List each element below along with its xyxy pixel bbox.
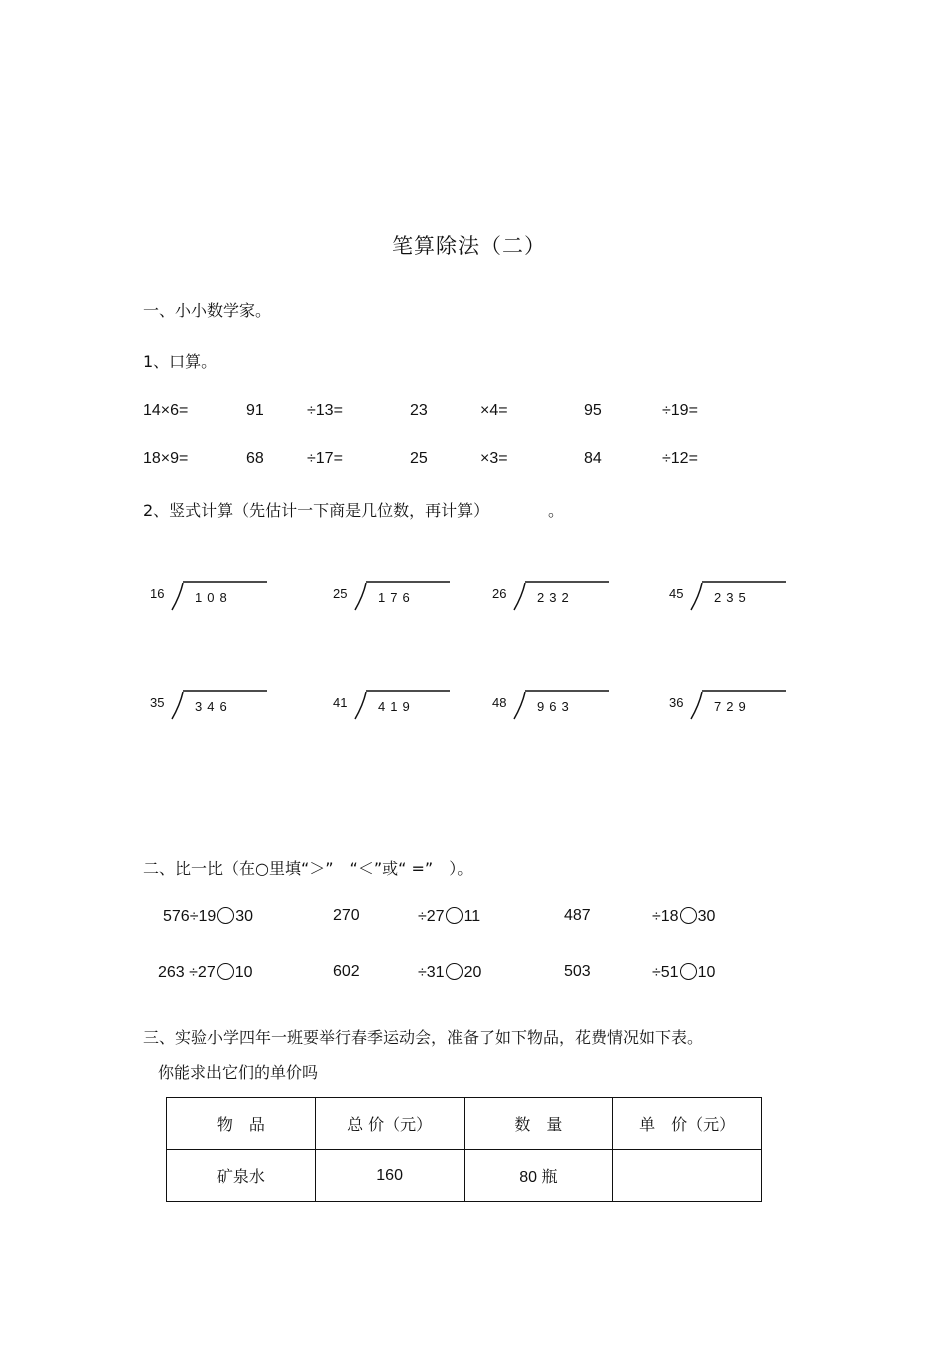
dividend: 729	[714, 699, 751, 714]
long-division-1	[150, 580, 270, 614]
answer-circle-icon[interactable]	[217, 907, 234, 924]
compare-item-3	[652, 907, 715, 926]
oral-r1c6: 95	[584, 402, 602, 419]
compare-left: ÷51	[652, 964, 679, 981]
compare-item-6-a: 503	[564, 963, 591, 980]
oral-r2c1: 18×9=	[143, 450, 189, 467]
oral-r1c7: ÷19=	[662, 402, 698, 419]
oral-r2c4: 25	[410, 450, 428, 467]
long-division-8	[669, 689, 789, 723]
oral-r2c2: 68	[246, 450, 264, 467]
part2-heading-end: 。	[548, 501, 565, 520]
answer-circle-icon[interactable]	[680, 907, 697, 924]
compare-right: 10	[697, 964, 716, 981]
long-division-7	[492, 689, 612, 723]
dividend: 346	[195, 699, 232, 714]
long-division-4	[669, 580, 789, 614]
table-row	[167, 1150, 762, 1202]
oral-r1c2: 91	[246, 402, 264, 419]
compare-item-2	[418, 907, 480, 926]
section1-heading: 一、小小数学家。	[143, 301, 272, 320]
divisor: 41	[333, 695, 348, 710]
cell-quantity: 80 瓶	[464, 1150, 613, 1202]
dividend: 108	[195, 590, 232, 605]
divisor: 45	[669, 586, 684, 601]
cell-item: 矿泉水	[167, 1150, 316, 1202]
divisor: 48	[492, 695, 507, 710]
dividend: 419	[378, 699, 415, 714]
part2-heading: 2、竖式计算（先估计一下商是几位数，再计算）	[143, 501, 490, 520]
compare-left: ÷31	[418, 964, 445, 981]
section3-heading: 三、实验小学四年一班要举行春季运动会，准备了如下物品，花费情况如下表。	[143, 1028, 704, 1047]
header-unit-price: 单 价（元）	[613, 1098, 762, 1150]
compare-right: 20	[463, 964, 482, 981]
long-division-5	[150, 689, 270, 723]
compare-item-5-a: 602	[333, 963, 360, 980]
compare-left: ÷27	[418, 908, 445, 925]
table-header-row	[167, 1098, 762, 1150]
header-quantity: 数 量	[464, 1098, 613, 1150]
oral-r2c5: ×3=	[480, 450, 508, 467]
dividend: 232	[537, 590, 574, 605]
oral-r1c5: ×4=	[480, 402, 508, 419]
divisor: 25	[333, 586, 348, 601]
answer-circle-icon[interactable]	[680, 963, 697, 980]
dividend: 176	[378, 590, 415, 605]
divisor: 26	[492, 586, 507, 601]
oral-r1c1: 14×6=	[143, 402, 189, 419]
oral-r2c6: 84	[584, 450, 602, 467]
section2-heading: 二、比一比（在○里填“＞” “＜”或“ =” ）。	[143, 859, 474, 878]
header-total-price: 总 价（元）	[315, 1098, 464, 1150]
dividend: 963	[537, 699, 574, 714]
page-title: 笔算除法（二）	[392, 234, 546, 258]
oral-r1c4: 23	[410, 402, 428, 419]
part1-heading: 1、口算。	[143, 352, 218, 371]
price-table	[166, 1097, 762, 1202]
compare-right: 30	[235, 908, 254, 925]
divisor: 16	[150, 586, 165, 601]
answer-circle-icon[interactable]	[446, 907, 463, 924]
compare-right: 11	[463, 908, 481, 925]
compare-item-6	[652, 963, 715, 982]
compare-item-5	[418, 963, 481, 982]
compare-item-1	[163, 907, 253, 926]
long-division-6	[333, 689, 453, 723]
oral-r1c3: ÷13=	[307, 402, 343, 419]
oral-r2c7: ÷12=	[662, 450, 698, 467]
divisor: 35	[150, 695, 165, 710]
compare-item-4	[158, 963, 253, 982]
cell-total-price: 160	[315, 1150, 464, 1202]
compare-item-3-a: 487	[564, 907, 591, 924]
compare-left: 576÷19	[163, 908, 217, 925]
compare-right: 30	[697, 908, 716, 925]
compare-left: 263 ÷27	[158, 964, 216, 981]
oral-r2c3: ÷17=	[307, 450, 343, 467]
long-division-2	[333, 580, 453, 614]
cell-unit-price-answer[interactable]	[613, 1150, 762, 1202]
answer-circle-icon[interactable]	[446, 963, 463, 980]
answer-circle-icon[interactable]	[217, 963, 234, 980]
long-division-3	[492, 580, 612, 614]
section3-question: 你能求出它们的单价吗	[158, 1063, 319, 1082]
compare-item-2-a: 270	[333, 907, 360, 924]
compare-right: 10	[234, 964, 253, 981]
divisor: 36	[669, 695, 684, 710]
compare-left: ÷18	[652, 908, 679, 925]
dividend: 235	[714, 590, 751, 605]
header-item: 物 品	[167, 1098, 316, 1150]
